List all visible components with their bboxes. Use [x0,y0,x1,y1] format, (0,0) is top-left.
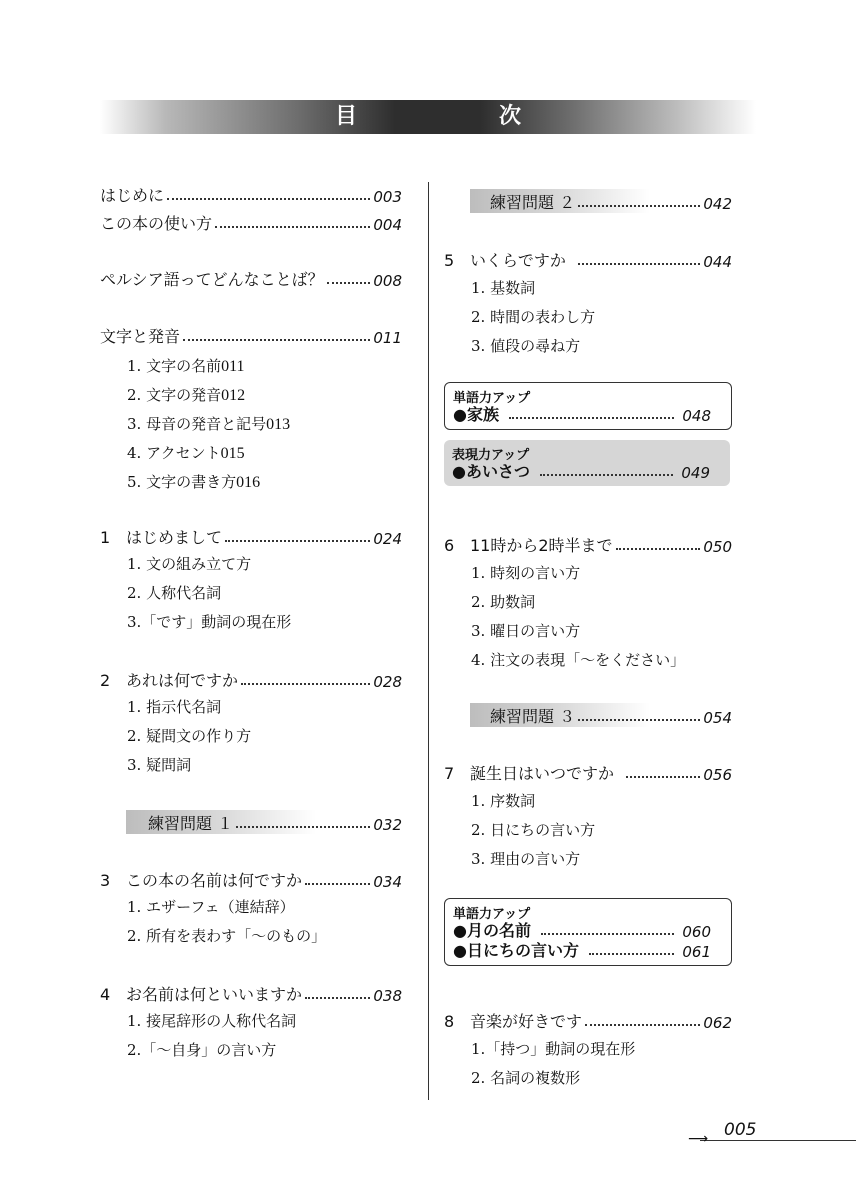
box-entry-page: 049 [681,464,710,482]
toc-lesson-3[interactable] [100,865,402,891]
toc-entry-moji[interactable] [100,321,402,347]
toc-entry-label: この本の使い方 [100,214,213,233]
toc-entry-hajimeni[interactable] [100,180,402,206]
toc-subentry-label: 1. 文字の名前 [127,357,222,375]
toc-entry-label: 練習問題 ２ [490,193,576,212]
toc-entry-page: 054 [703,709,732,727]
toc-entry-page: 003 [373,188,402,206]
toc-subentry[interactable]: 3. 値段の尋ね方 [471,337,581,355]
box-caption: 単語力アップ [453,391,531,406]
box-entry-label: ●あいさつ [452,462,530,481]
toc-subentry-page: 013 [266,416,291,433]
toc-entry-label [100,525,222,548]
lesson-title: あれは何ですか [126,671,239,690]
leader-dots [305,997,370,999]
toc-subentry-label: 2. 文字の発音 [127,386,222,404]
toc-entry-page: 011 [373,329,402,347]
box-caption: 単語力アップ [453,907,531,922]
box-caption: 表現力アップ [452,448,530,463]
lesson-number: 3 [100,871,111,890]
lesson-title: この本の名前は何ですか [126,871,303,890]
leader-dots [327,282,371,284]
box-entry[interactable] [453,939,711,961]
leader-dots [236,826,370,828]
leader-dots [616,548,701,550]
toc-entry-label: 練習問題 ３ [490,707,576,726]
page-rule [700,1140,856,1141]
toc-subentry[interactable] [127,350,402,376]
toc-entry-label: ペルシア語ってどんなことば？ [100,270,324,289]
leader-dots [215,226,370,228]
toc-lesson-6[interactable] [444,530,732,556]
lesson-title: 誕生日はいつですか [470,764,615,783]
leader-dots [241,683,370,685]
toc-subentry-page: 012 [221,387,246,404]
lesson-number: 6 [444,536,455,555]
toc-lesson-2[interactable] [100,665,402,691]
leader-dots [167,198,370,200]
expression-box-greetings [444,440,730,486]
leader-dots [626,776,700,778]
toc-subentry[interactable]: 1. 時刻の言い方 [471,564,581,582]
toc-subentry[interactable] [127,437,402,463]
toc-entry-page: 032 [373,816,402,834]
lesson-number: 7 [444,764,455,783]
box-entry-page: 060 [682,923,711,941]
toc-entry-label [100,982,302,1005]
toc-entry-page: 042 [703,195,732,213]
toc-subentry[interactable]: 3.「です」動詞の現在形 [127,613,292,631]
lesson-title: お名前は何といいますか [126,985,303,1004]
toc-subentry[interactable]: 1.「持つ」動詞の現在形 [471,1040,636,1058]
toc-exercise-2[interactable] [444,187,732,213]
toc-lesson-5[interactable] [444,245,732,271]
toc-subentry[interactable]: 3. 疑問詞 [127,756,192,774]
toc-lesson-1[interactable] [100,522,402,548]
vocab-box-family [444,382,732,430]
toc-entry-page: 062 [703,1014,732,1032]
toc-subentry[interactable]: 2. 助数詞 [471,593,536,611]
title-bar [100,100,756,134]
toc-subentry[interactable]: 2. 名詞の複数形 [471,1069,581,1087]
toc-entry-page: 034 [373,873,402,891]
page-title: 目 次 [334,104,581,129]
toc-subentry-label: 5. 文字の書き方 [127,473,237,491]
toc-entry-page: 038 [373,987,402,1005]
toc-entry-tsukaikata[interactable] [100,208,402,234]
leader-dots [305,883,370,885]
toc-subentry[interactable]: 1. 序数詞 [471,792,536,810]
leader-dots [540,474,673,476]
toc-subentry[interactable]: 2. 時間の表わし方 [471,308,596,326]
toc-subentry[interactable]: 1. 基数詞 [471,279,536,297]
toc-entry-label [100,868,302,891]
toc-subentry[interactable] [127,466,402,492]
lesson-title: いくらですか [470,251,566,270]
toc-subentry[interactable]: 3. 理由の言い方 [471,850,581,868]
lesson-title: 11時から2時半まで [470,536,613,555]
leader-dots [578,719,700,721]
toc-subentry[interactable]: 4. 注文の表現「〜をください」 [471,651,686,669]
toc-entry-label: はじめに [100,186,165,205]
box-entry-label: ●月の名前 [453,921,531,940]
box-entry-page: 061 [682,943,711,961]
toc-entry-persian[interactable] [100,264,402,290]
toc-subentry-page: 016 [236,474,261,491]
toc-subentry-label: 3. 母音の発音と記号 [127,415,267,433]
lesson-number: 5 [444,251,455,270]
toc-subentry[interactable]: 2. 日にちの言い方 [471,821,596,839]
lesson-number: 2 [100,671,111,690]
toc-subentry[interactable]: 1. 接尾辞形の人称代名詞 [127,1012,297,1030]
toc-subentry[interactable] [127,408,402,434]
vocab-box-dates [444,898,732,966]
lesson-number: 8 [444,1012,455,1031]
lesson-title: はじめまして [126,528,223,547]
toc-subentry[interactable]: 2. 疑問文の作り方 [127,727,252,745]
toc-subentry-label: 4. アクセント [127,444,221,462]
toc-subentry[interactable] [127,379,402,405]
toc-subentry[interactable]: 2. 所有を表わす「〜のもの」 [127,927,327,945]
toc-entry-page: 044 [703,253,732,271]
box-entry-label: ●日にちの言い方 [453,941,579,960]
toc-entry-page: 028 [373,673,402,691]
arrow-left-icon: ⟶ [688,1131,709,1147]
toc-subentry-page: 015 [220,445,245,462]
toc-entry-page: 008 [373,272,402,290]
leader-dots [183,339,370,341]
toc-entry-label: 練習問題 １ [148,814,234,833]
toc-entry-page: 050 [703,538,732,556]
toc-subentry[interactable]: 1. 指示代名詞 [127,698,222,716]
box-entry[interactable] [453,403,711,425]
toc-subentry[interactable]: 3. 曜日の言い方 [471,622,581,640]
page-number: 005 [724,1120,757,1140]
lesson-title: 音楽が好きです [470,1012,583,1031]
toc-exercise-3[interactable] [444,701,732,727]
toc-lesson-4[interactable] [100,979,402,1005]
toc-lesson-7[interactable] [444,758,732,784]
toc-exercise-1[interactable] [100,808,402,834]
toc-entry-label [100,668,238,691]
leader-dots [578,205,700,207]
toc-entry-page: 024 [373,530,402,548]
leader-dots [509,417,674,419]
column-divider [428,182,429,1100]
toc-lesson-8[interactable] [444,1006,732,1032]
toc-entry-label [444,533,613,556]
lesson-number: 4 [100,985,111,1004]
toc-subentry[interactable]: 2. 人称代名詞 [127,584,222,602]
toc-entry-page: 004 [373,216,402,234]
toc-entry-page: 056 [703,766,732,784]
leader-dots [225,540,370,542]
toc-entry-label [444,248,566,271]
toc-subentry[interactable]: 1. エザーフェ（連結辞） [127,898,295,916]
toc-subentry[interactable]: 2.「〜自身」の言い方 [127,1041,277,1059]
toc-subentry[interactable]: 1. 文の組み立て方 [127,555,252,573]
leader-dots [578,263,701,265]
box-entry-page: 048 [682,407,711,425]
leader-dots [585,1024,700,1026]
toc-entry-label [444,761,614,784]
leader-dots [589,953,674,955]
toc-entry-label: 文字と発音 [100,327,181,346]
box-entry[interactable] [452,460,710,482]
lesson-number: 1 [100,528,111,547]
box-entry-label: ●家族 [453,405,499,424]
toc-subentry-page: 011 [221,358,245,375]
leader-dots [541,933,674,935]
toc-entry-label [444,1009,582,1032]
